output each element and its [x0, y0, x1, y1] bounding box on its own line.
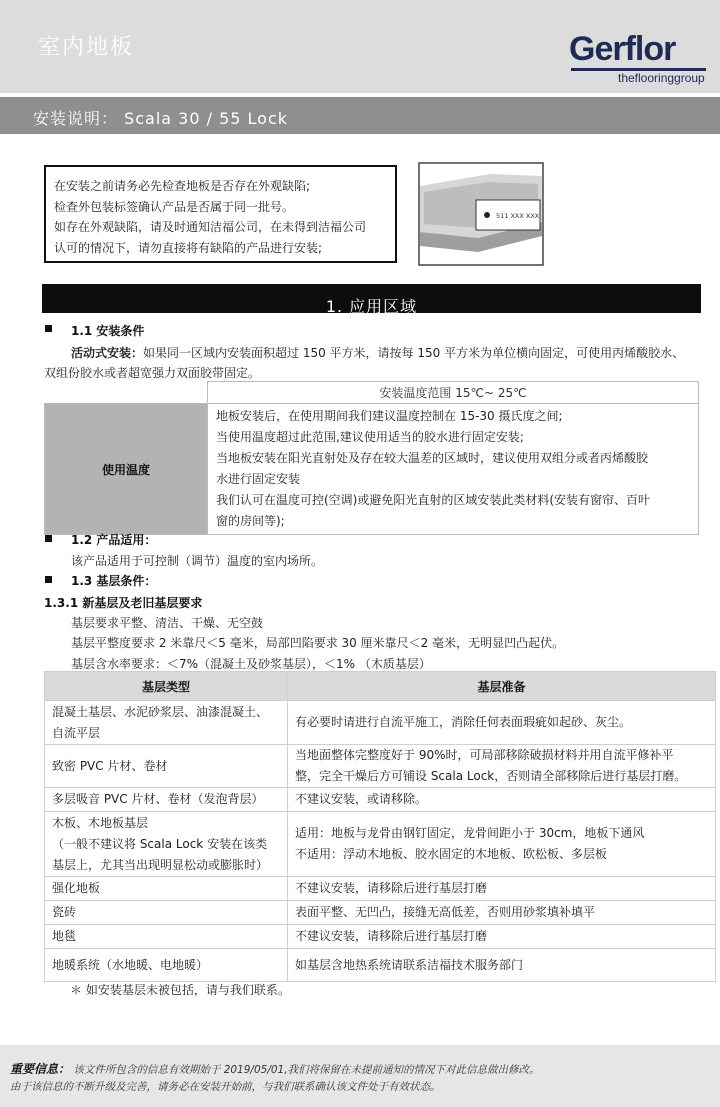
product-usage-text: 该产品适用于可控制（调节）温度的室内场所。: [71, 554, 324, 568]
temp-line: 地板安装后，在使用期间我们建议温度控制在 15-30 摄氏度之间;: [216, 409, 563, 423]
column-header-base-prep: 基层准备: [288, 672, 716, 701]
base-type-line: 多层吸音 PVC 片材、卷材（发泡背层）: [52, 792, 264, 806]
install-condition-lead: 活动式安装：: [71, 346, 144, 360]
temp-line: 当地板安装在阳光直射处及存在较大温差的区域时，建议使用双组分或者丙烯酸胶: [216, 451, 649, 465]
base-prep-cell: [288, 901, 716, 925]
table-row: [45, 901, 716, 925]
heading-1-2: 1.2 产品适用：: [71, 533, 157, 547]
label-code: 511 XXX XXX: [496, 212, 540, 220]
footer-line2: 由于该信息的不断升级及完善，请务必在安装开始前，与我们联系确认该文件处于有效状态。: [10, 1081, 441, 1093]
document-subtitle: 安装说明： Scala 30 / 55 Lock: [33, 109, 289, 128]
logo-tagline: theflooringgroup: [618, 71, 705, 85]
column-header-base-type: 基层类型: [45, 672, 288, 701]
base-moisture-requirement: 基层含水率要求：＜7%（混凝土及砂浆基层），＜1% （木质基层）: [71, 657, 431, 671]
base-prep-cell: [288, 949, 716, 982]
base-prep-line: 整，完全干燥后方可铺设 Scala Lock，否则请全部移除后进行基层打磨。: [295, 769, 687, 783]
install-condition-text: [71, 344, 684, 361]
base-type-line: 自流平层: [52, 725, 101, 740]
bullet-icon: [45, 535, 52, 542]
base-type-cell: [45, 812, 288, 877]
base-requirement: 基层要求平整、清洁、干燥、无空鼓: [71, 616, 264, 630]
base-type-cell: [45, 877, 288, 901]
base-prep-line: 有必要时请进行自流平施工，消除任何表面瑕疵如起砂、灰尘。: [295, 715, 632, 729]
base-prep-line: 适用：地板与龙骨由钢钉固定，龙骨间距小于 30cm，地板下通风: [295, 826, 645, 840]
notice-box: [44, 165, 397, 263]
temp-line: 水进行固定安装: [216, 472, 301, 486]
base-type-cell: [45, 949, 288, 982]
base-type-cell: [45, 925, 288, 949]
base-type-line: 地毯: [52, 929, 77, 943]
empty-cell: [45, 382, 208, 404]
base-type-cell: [45, 901, 288, 925]
table-header-row: [45, 672, 716, 701]
base-prep-line: 当地面整体完整度好于 90%时，可局部移除破损材料并用自流平修补平: [295, 748, 674, 762]
base-prep-line: 不建议安装，请移除后进行基层打磨: [295, 929, 488, 943]
base-type-line: 强化地板: [52, 881, 101, 895]
page-title: 室内地板: [38, 35, 135, 60]
base-prep-cell: [288, 925, 716, 949]
notice-line: 在安装之前请务必先检查地板是否存在外观缺陷;: [54, 179, 311, 193]
base-prep-cell: [288, 701, 716, 745]
package-label-illustration: [418, 162, 544, 266]
table-row: [45, 925, 716, 949]
base-table-note: ＊ 如安装基层未被包括，请与我们联系。: [70, 983, 290, 997]
table-row: [45, 949, 716, 982]
base-type-line: （一般不建议将 Scala Lock 安装在该类: [52, 836, 268, 851]
notice-line: 检查外包装标签确认产品是否属于同一批号。: [54, 199, 295, 214]
table-row: [45, 877, 716, 901]
heading-1-3-1: 1.3.1 新基层及老旧基层要求: [44, 596, 203, 610]
base-type-line: 混凝土基层、水泥砂浆层、油漆混凝土、: [52, 704, 269, 719]
base-preparation-table: [44, 671, 716, 982]
base-type-cell: [45, 745, 288, 788]
temp-line: 窗的房间等);: [216, 514, 285, 528]
temp-line: 当使用温度超过此范围,建议使用适当的胶水进行固定安装;: [216, 430, 524, 444]
base-prep-line: 不建议安装，请移除后进行基层打磨: [295, 881, 488, 895]
logo-word: Gerflor: [569, 30, 676, 68]
base-type-line: 致密 PVC 片材、卷材: [52, 758, 168, 773]
usage-temperature-text: [208, 404, 699, 535]
section-title: 1. 应用区域: [325, 297, 418, 316]
temp-line: 我们认可在温度可控(空调)或避免阳光直射的区域安装此类材料(安装有窗帘、百叶: [216, 493, 651, 507]
table-row: [45, 812, 716, 877]
base-prep-cell: [288, 812, 716, 877]
base-type-line: 地暖系统（水地暖、电地暖）: [52, 957, 209, 972]
base-type-line: 木板、木地板基层: [52, 815, 149, 830]
base-prep-line: 不建议安装，或请移除。: [295, 792, 428, 806]
table-row: [45, 745, 716, 788]
base-type-cell: [45, 788, 288, 812]
base-type-cell: [45, 701, 288, 745]
base-prep-cell: [288, 788, 716, 812]
bullet-icon: [45, 576, 52, 583]
install-condition-line1: 如果同一区域内安装面积超过 150 平方米，请按每 150 平方米为单位横向固定，可使用丙烯酸胶水、: [143, 346, 685, 360]
table-row: [45, 788, 716, 812]
table-row: [45, 701, 716, 745]
install-condition-line2: 双组份胶水或者超宽强力双面胶带固定。: [44, 366, 261, 380]
base-prep-cell: [288, 745, 716, 788]
temperature-range: 安装温度范围 15℃~ 25℃: [208, 382, 699, 404]
footer-label: 重要信息：: [10, 1062, 71, 1076]
base-type-line: 瓷砖: [52, 905, 77, 919]
heading-1-3: 1.3 基层条件：: [71, 574, 157, 588]
notice-line: 认可的情况下，请勿直接将有缺陷的产品进行安装;: [54, 240, 323, 255]
base-prep-line: 表面平整、无凹凸，接缝无高低差，否则用砂浆填补填平: [295, 905, 596, 919]
footer-text1: 该文件所包含的信息有效期始于 2019/05/01,我们将保留在未提前通知的情况下对此信息做出修改。: [73, 1064, 540, 1076]
footer-line1: [10, 1060, 540, 1077]
base-prep-line: 不适用：浮动木地板、胶水固定的木地板、欧松板、多层板: [295, 847, 608, 861]
bullet-icon: [45, 325, 52, 332]
notice-line: 如存在外观缺陷，请及时通知洁福公司，在未得到洁福公司: [54, 220, 367, 234]
base-flatness-requirement: 基层平整度要求 2 米靠尺＜5 毫米，局部凹陷要求 30 厘米靠尺＜2 毫米，无明显凹凸起伏。: [71, 636, 565, 650]
gerflor-logo: [563, 32, 713, 92]
heading-1-1: 1.1 安装条件: [71, 324, 145, 338]
base-prep-cell: [288, 877, 716, 901]
base-prep-line: 如基层含地热系统请联系洁福技术服务部门: [295, 957, 524, 972]
base-type-line: 基层上，尤其当出现明显松动或膨胀时）: [52, 857, 269, 872]
temperature-table: [44, 381, 699, 535]
usage-temperature-label: 使用温度: [45, 404, 208, 535]
